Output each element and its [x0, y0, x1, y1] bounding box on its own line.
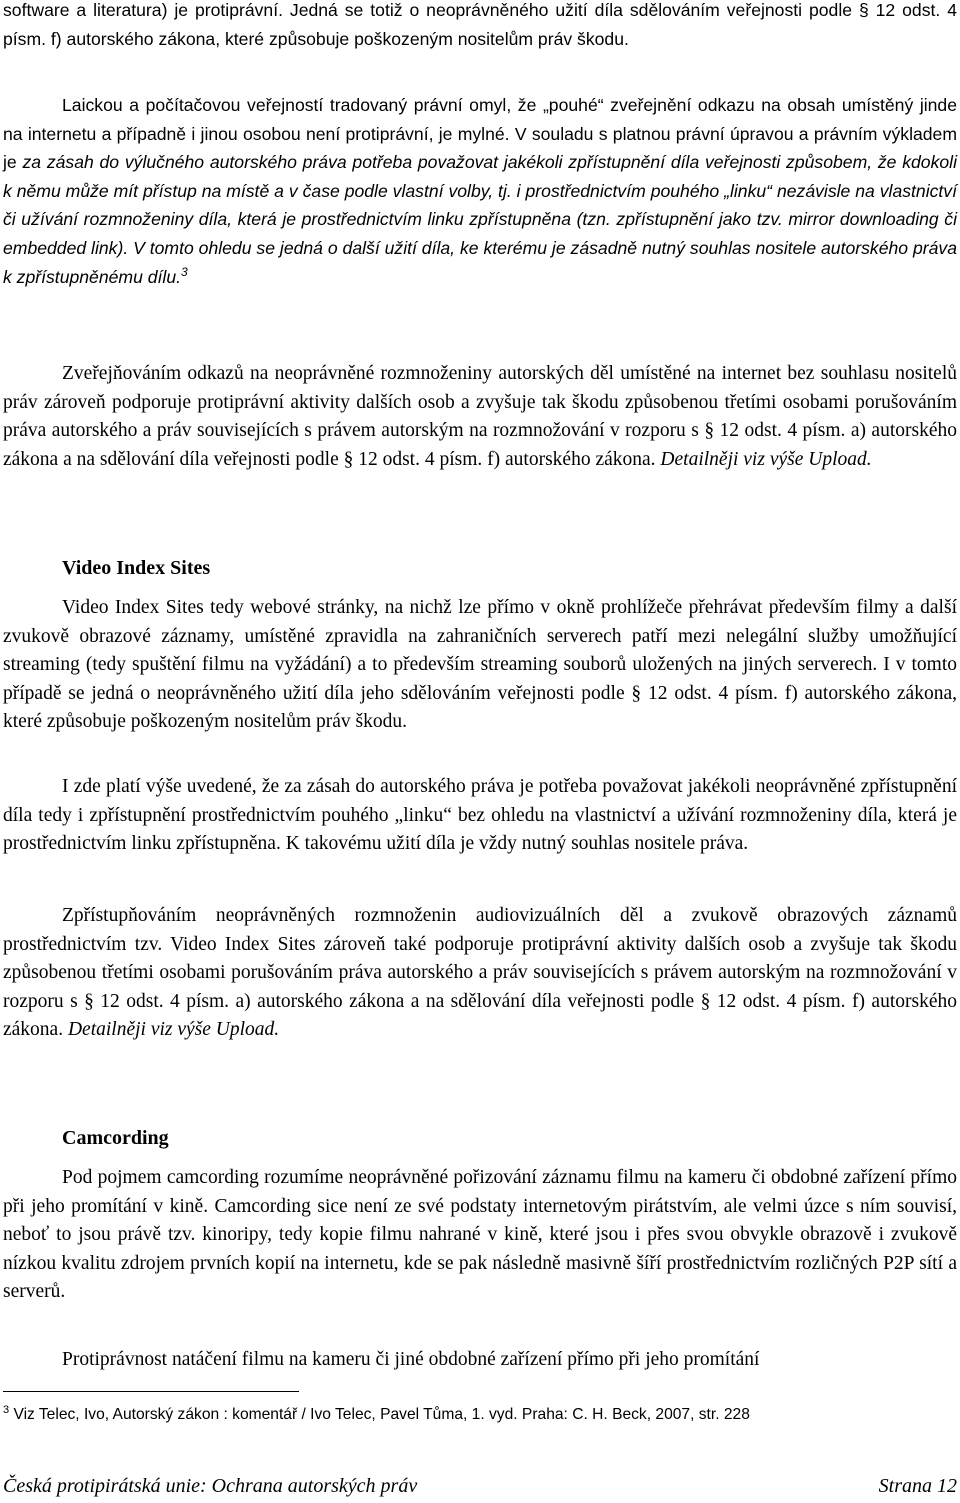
section-heading-camcording: Camcording — [62, 1127, 169, 1149]
paragraph-italic-text: za zásah do výlučného autorského práva potřeba považovat jakékoli zpřístupnění díla veřejnosti způsobem, že kdokoli k němu může mít přístup na místě a v čase podle vlastní volby, tj. i prostřednictvím pouhého „linku“ nezávisle na vlastnictví či užívání rozmnoženiny díla, která je prostřednictvím linku zpřístupněna (tzn. zpřístupnění jako tzv. mirror downloading či embedded link). V tomto ohledu se jedná o další užití díla, ke kterému je zásadně nutný souhlas nositele autorského práva k zpřístupněnému dílu. — [3, 152, 957, 287]
footnote-number: 3 — [3, 1403, 10, 1416]
paragraph-text: Pod pojmem camcording rozumíme neoprávněné pořizování záznamu filmu na kameru či obdobné zařízení přímo při jeho promítání v kině. Camcording sice není ze své podstaty internetovým pirátstvím, ale velmi úzce s ním souvisí, neboť to jsou právě tzv. kinoripy, tedy kopie filmu nahrané v kině, které jsou i přes svou obvykle obrazově i zvukově nízkou kvalitu zdrojem prvních kopií na internetu, kde se pak následně masivně šíří prostřednictvím rozličných P2P sítí a serverů. — [3, 1167, 957, 1303]
paragraph-video-index-3 — [3, 902, 957, 1045]
section-heading-video-index: Video Index Sites — [62, 557, 211, 579]
footnote — [3, 1404, 957, 1426]
footnote-reference[interactable]: 3 — [181, 264, 188, 279]
paragraph-video-index-2 — [3, 773, 957, 859]
paragraph-text: Video Index Sites tedy webové stránky, na nichž lze přímo v okně prohlížeče přehrávat především filmy a další zvukově obrazové záznamy, umístěné zpravidla na zahraničních serverech patří mezi nelegální služby umožňující streaming (tedy spuštění filmu na vyžádání) a to především streaming souborů uložených na jiných serverech. I v tomto případě se jedná o neoprávněného užití díla jeho sdělováním veřejnosti podle § 12 odst. 4 písm. f) autorského zákona, které způsobuje poškozeným nositelům práv škodu. — [3, 597, 957, 733]
paragraph-text: Zveřejňováním odkazů na neoprávněné rozmnoženiny autorských děl umístěné na internet bez souhlasu nositelů práv zároveň podporuje protiprávní aktivity dalších osob a zvyšuje tak škodu způsobenou třetími osobami porušováním práva autorského a práv souvisejících s právem autorským na rozmnožování v rozporu s § 12 odst. 4 písm. a) autorského zákona a na sdělování díla veřejnosti podle § 12 odst. 4 písm. f) autorského zákona. — [3, 363, 957, 470]
paragraph-text: software a literatura) je protiprávní. Jedná se totiž o neoprávněného užití díla sdělováním veřejnosti podle § 12 odst. 4 písm. f) autorského zákona, které způsobuje poškozeným nositelům práv škodu. — [3, 0, 957, 49]
paragraph-text: Protiprávnost natáčení filmu na kameru či jiné obdobné zařízení přímo při jeho promítání — [62, 1349, 760, 1370]
paragraph-text: Laickou a počítačovou veřejností tradovaný právní omyl, že „pouhé“ zveřejnění odkazu na obsah umístěný jinde na internetu a případně i jinou osobou není protiprávní, je mylné. V souladu s platnou právní úpravou a právním výkladem je — [3, 95, 957, 173]
paragraph-video-index-1 — [3, 594, 957, 737]
footer-title: Česká protipirátská unie: Ochrana autorských práv — [3, 1475, 418, 1497]
document-page — [3, 0, 957, 1503]
paragraph-italic-text: Detailněji viz výše Upload. — [660, 448, 872, 470]
paragraph-camcording-2 — [3, 1346, 957, 1375]
paragraph-text: I zde platí výše uvedené, že za zásah do autorského práva je potřeba považovat jakékoli neoprávněné zpřístupnění díla tedy i zpřístupnění prostřednictvím pouhého „linku“ bez ohledu na vlastnictví a užívání rozmnoženiny díla, která je prostřednictvím linku zpřístupněna. K takovému užití díla je vždy nutný souhlas nositele práva. — [3, 776, 957, 855]
footnote-text: Viz Telec, Ivo, Autorský zákon : komentář / Ivo Telec, Pavel Tůma, 1. vyd. Praha: C. H. Beck, 2007, str. 228 — [9, 1406, 750, 1423]
paragraph-italic-text: Detailněji viz výše Upload. — [67, 1019, 280, 1041]
paragraph-zverejnovani — [3, 360, 957, 474]
paragraph-camcording-1 — [3, 1164, 957, 1307]
page-footer — [3, 1472, 957, 1500]
paragraph-continuation — [3, 0, 957, 53]
paragraph-text: Zpřístupňováním neoprávněných rozmnoženin audiovizuálních děl a zvukově obrazových záznamů prostřednictvím tzv. Video Index Sites zároveň také podporuje protiprávní aktivity dalších osob a zvyšuje tak škodu způsobenou třetími osobami porušováním práva autorského a práv souvisejících s právem autorským na rozmnožování v rozporu s § 12 odst. 4 písm. a) autorského zákona a na sdělování díla veřejnosti podle § 12 odst. 4 písm. f) autorského zákona. — [3, 905, 957, 1041]
footnote-separator — [3, 1391, 299, 1392]
paragraph-laickou — [3, 91, 957, 291]
page-number: Strana 12 — [878, 1475, 957, 1497]
